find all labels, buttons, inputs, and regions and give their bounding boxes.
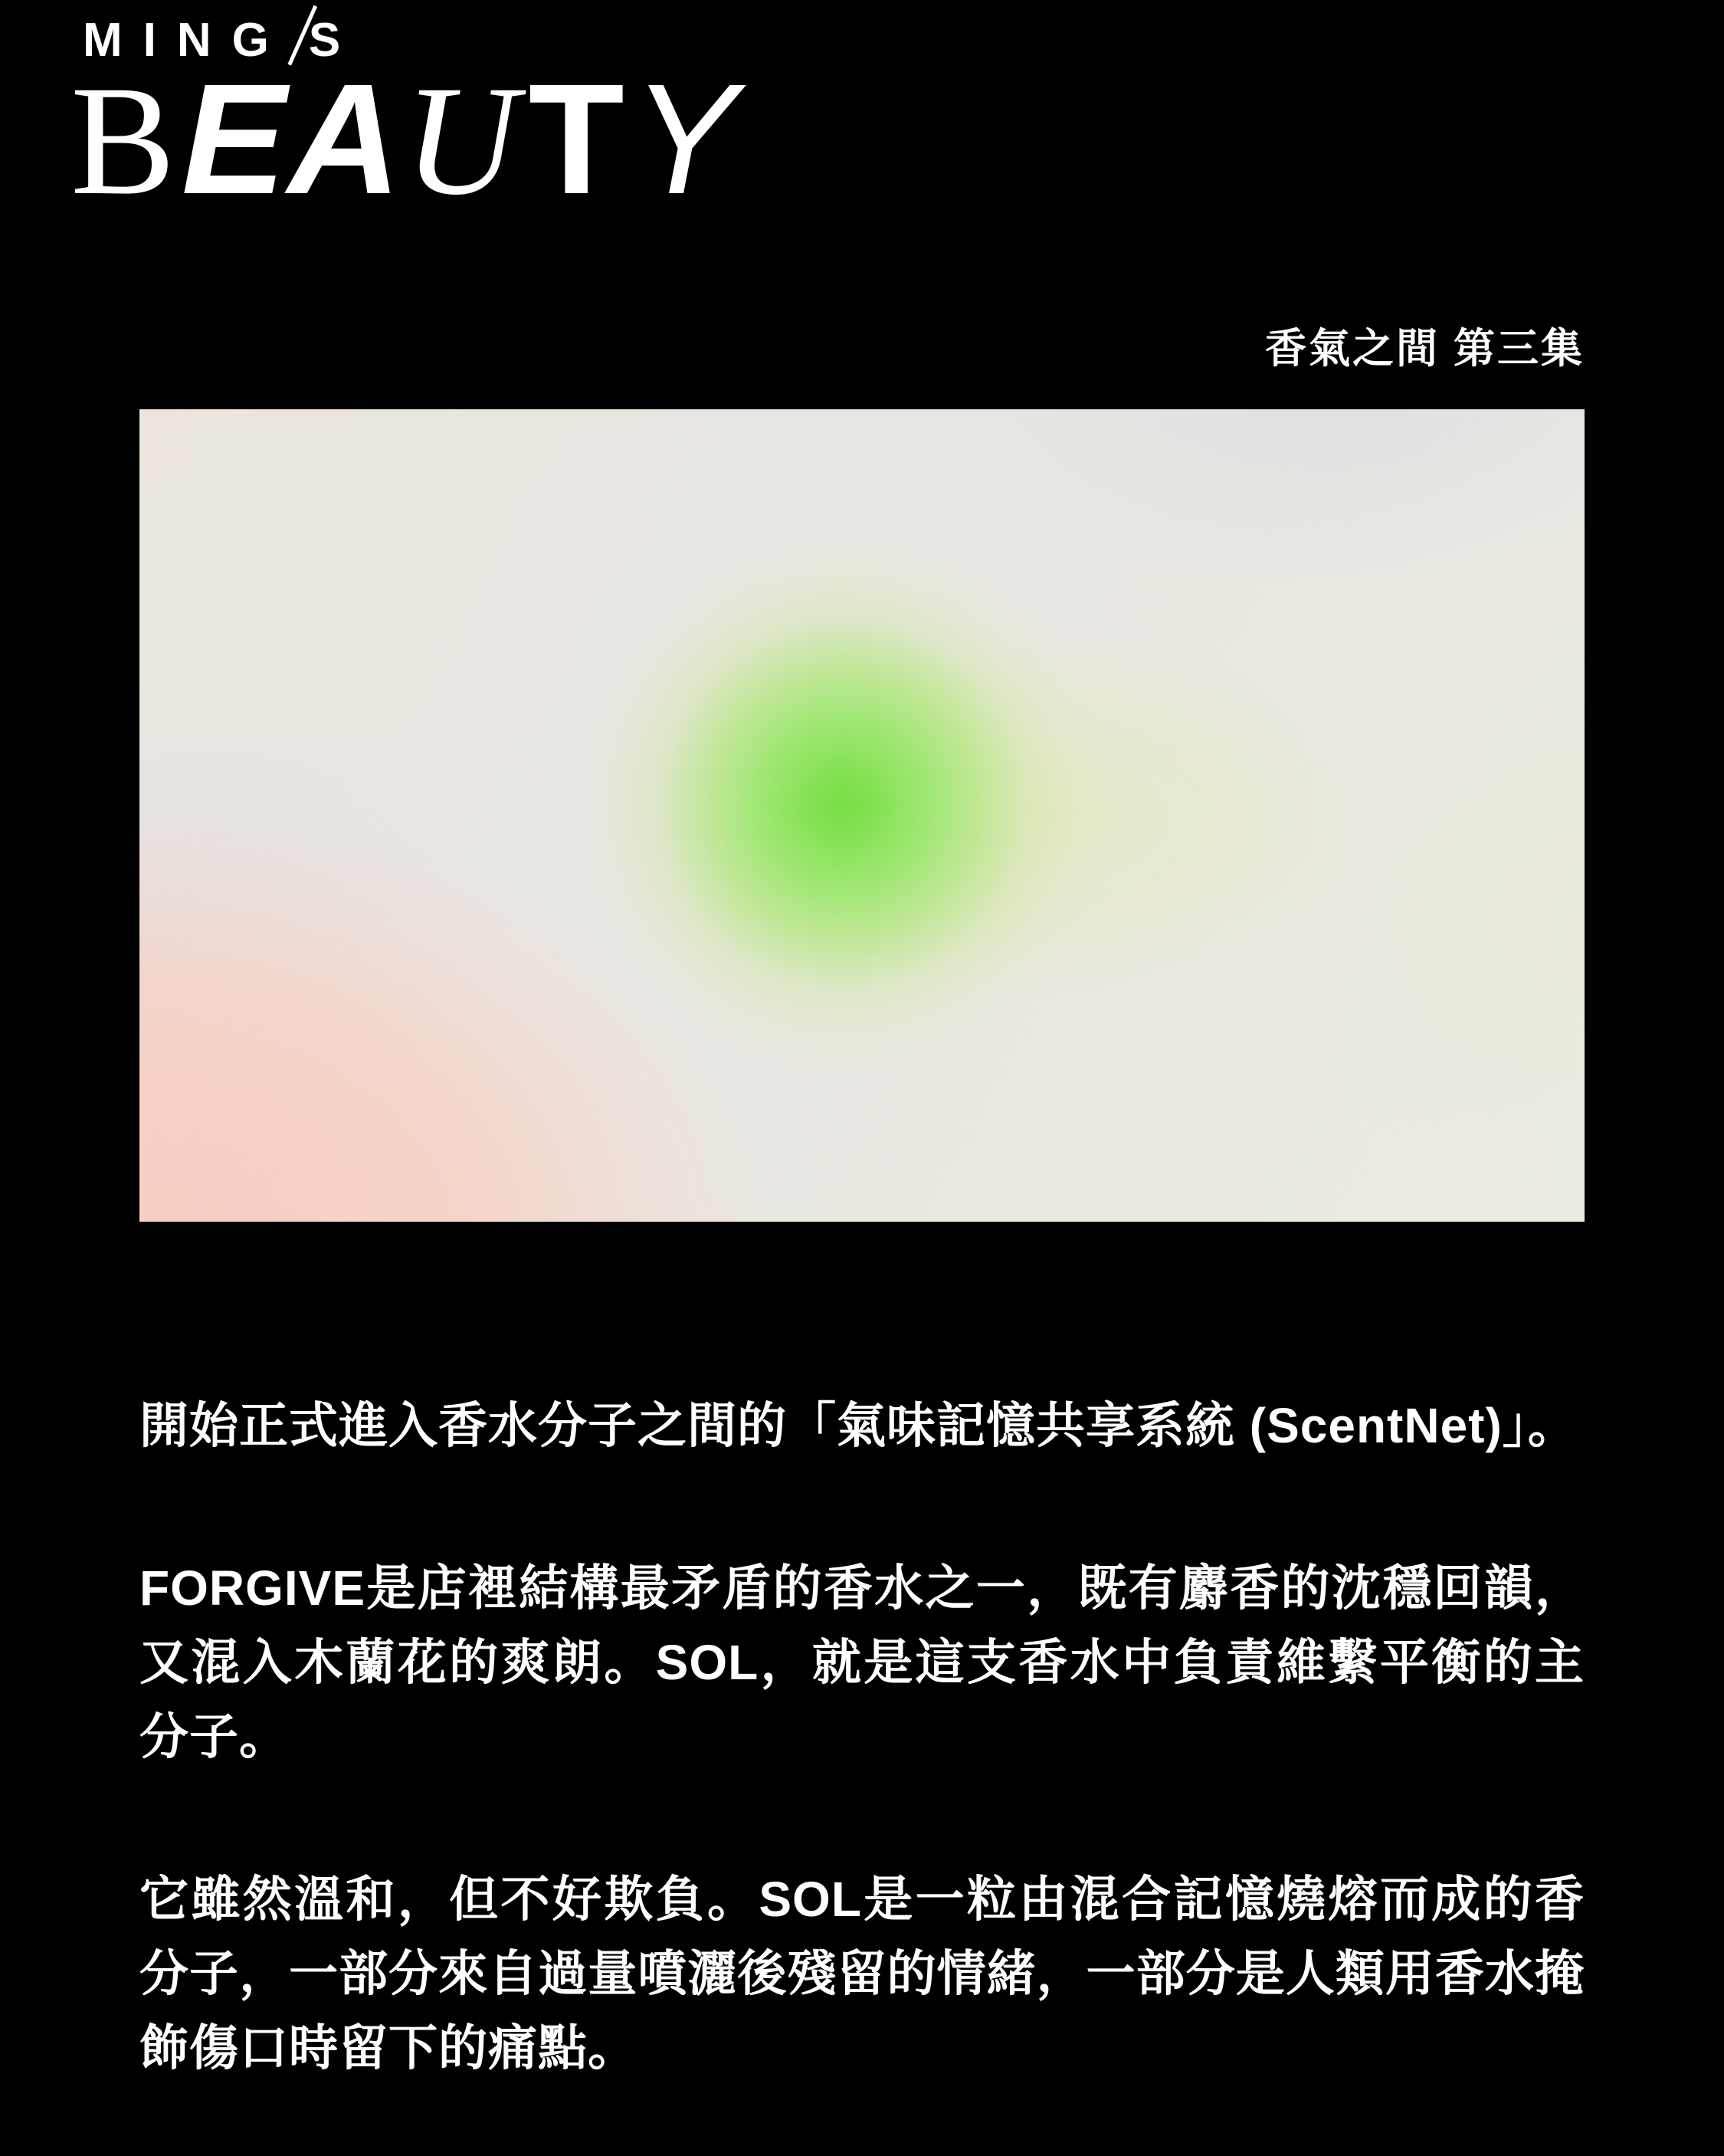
article-body [139, 1389, 1585, 2085]
wordmark-letter-b: B [70, 54, 182, 228]
wordmark-letter-y: Y [631, 51, 743, 227]
wordmark-letter-t: T [528, 51, 631, 227]
paragraph-3: 它雖然溫和，但不好欺負。SOL是一粒由混合記憶燒熔而成的香分子，一部分來自過量噴灑後殘留的情緒，一部分是人類用香水掩飾傷口時留下的痛點。 [139, 1872, 1585, 2076]
gradient-hero-image [139, 409, 1585, 1222]
wordmark-letter-e: E [181, 51, 293, 227]
brand-wordmark [70, 51, 743, 228]
wordmark-letter-u: U [404, 54, 524, 228]
film-grain-texture [139, 409, 1585, 1222]
brand-logo [70, 0, 913, 253]
paragraph-2: FORGIVE是店裡結構最矛盾的香水之一，既有麝香的沈穩回韻，又混入木蘭花的爽朗。SOL，就是這支香水中負責維繫平衡的主分子。 [139, 1560, 1585, 1764]
series-title: 香氣之間 第三集 [1264, 326, 1585, 372]
brand-name-post: S [308, 14, 362, 67]
wordmark-letter-a: A [287, 51, 408, 227]
brand-name-pre: MING [83, 14, 290, 67]
paragraph-1: 開始正式進入香水分子之間的「氣味記憶共享系統 (ScentNet)」。 [139, 1398, 1578, 1453]
